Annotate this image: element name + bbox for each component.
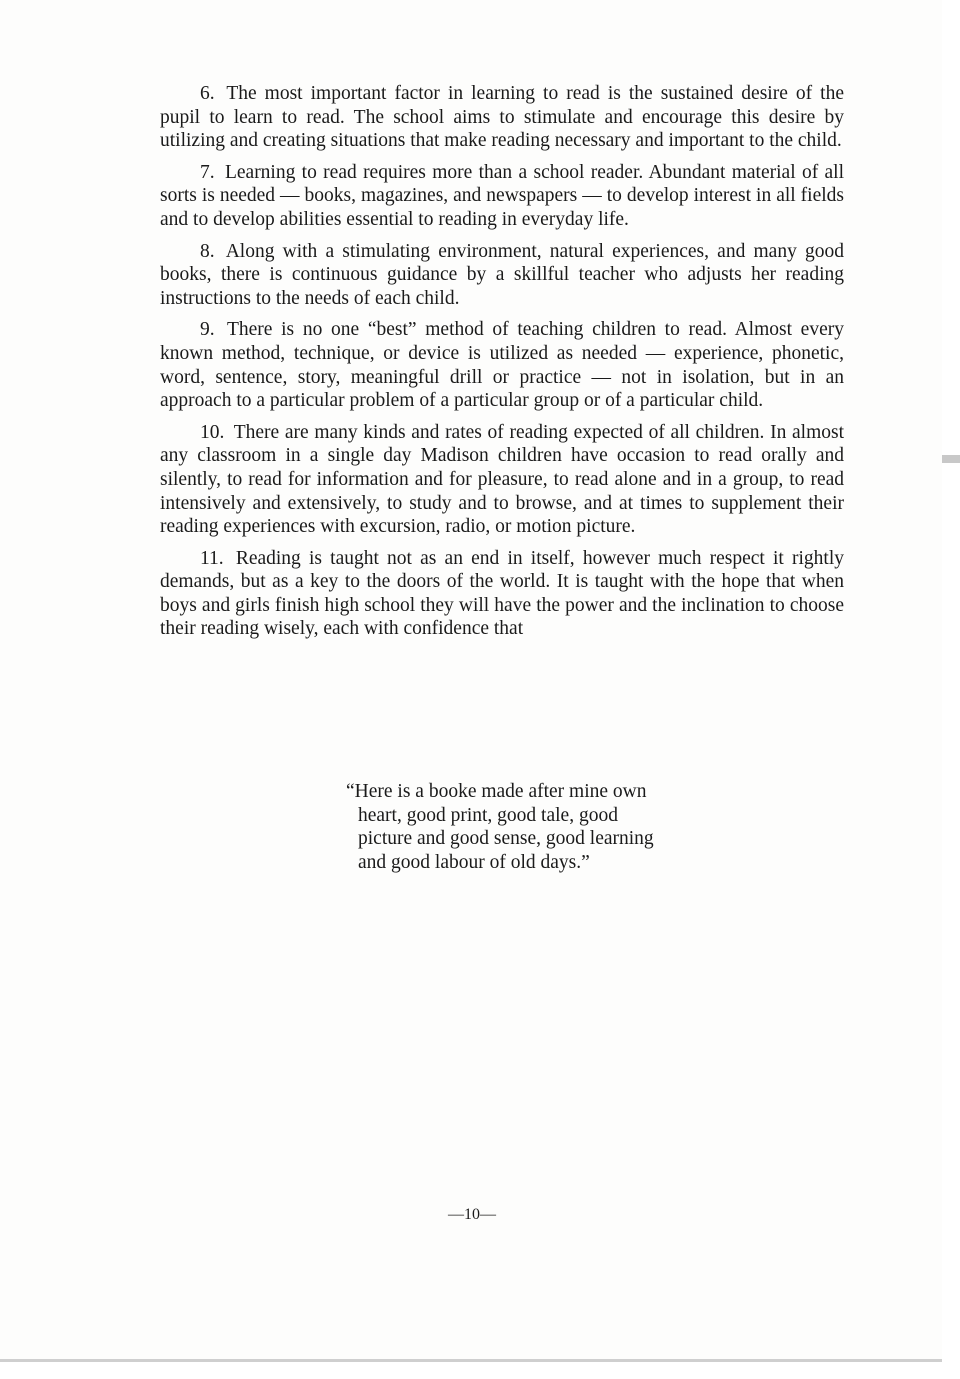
quote-line: picture and good sense, good learning [358, 828, 654, 850]
body-text [160, 82, 844, 649]
page-number: —10— [448, 1206, 496, 1223]
quote-line: and good labour of old days.” [358, 851, 590, 873]
paragraph-text: Reading is taught not as an end in itself, however much respect it rightly demands, but as a key to the doors of the world. It is taught with the hope that when boys and girls finish high school they will have the power and the inclination to choose their reading wisely, each with confidence that [160, 547, 844, 640]
paragraph-text: There are many kinds and rates of reading expected of all children. In almost any classroom in a single day Madison children have occasion to read orally and silently, to read for information and for pleasure, to read alone and in a group, to read intensively and extensively, to study and to browse, and at times to supplement their reading experiences with excursion, radio, or motion picture. [160, 421, 844, 538]
paragraph-number: 10. [200, 421, 225, 443]
scan-margin-bottom [0, 1362, 960, 1379]
paragraph-number: 6. [200, 83, 215, 104]
paragraph-text: Learning to read requires more than a school reader. Abundant material of all sorts is needed — books, magazines, and newspapers — to develop interest in all fields and to develop abilities essential to reading in everyday life. [160, 161, 845, 230]
paragraph-9 [160, 318, 844, 412]
paragraph-10 [160, 421, 844, 539]
paragraph-11 [160, 547, 844, 641]
quote-line: heart, good print, good tale, good [358, 804, 618, 826]
quote-line: “Here is a booke made after mine own [346, 781, 647, 802]
page-edge-mark [942, 455, 960, 463]
paragraph-6 [160, 82, 844, 153]
paragraph-number: 9. [200, 319, 215, 341]
paragraph-text: There is no one “best” method of teaching children to read. Almost every known method, technique, or device is utilized as needed — experience, phonetic, word, sentence, story, meaningful drill or practice — not in isolation, but in an approach to a particular problem of a particular group or of a particular child. [160, 319, 844, 412]
paragraph-8 [160, 240, 844, 311]
scan-margin-right [942, 0, 960, 1379]
paragraph-number: 8. [200, 240, 215, 262]
block-quote [346, 780, 726, 874]
paragraph-number: 7. [200, 161, 215, 183]
paragraph-text: The most important factor in learning to read is the sustained desire of the pupil to learn to read. The school aims to stimulate and encourage this desire by utilizing and creating situations that make reading necessary and important to the child. [160, 83, 844, 152]
paragraph-text: Along with a stimulating environment, natural experiences, and many good books, there is continuous guidance by a skillful teacher who adjusts her reading instructions to the needs of each child. [160, 240, 844, 309]
paragraph-7 [160, 161, 844, 232]
paragraph-number: 11. [200, 547, 224, 569]
